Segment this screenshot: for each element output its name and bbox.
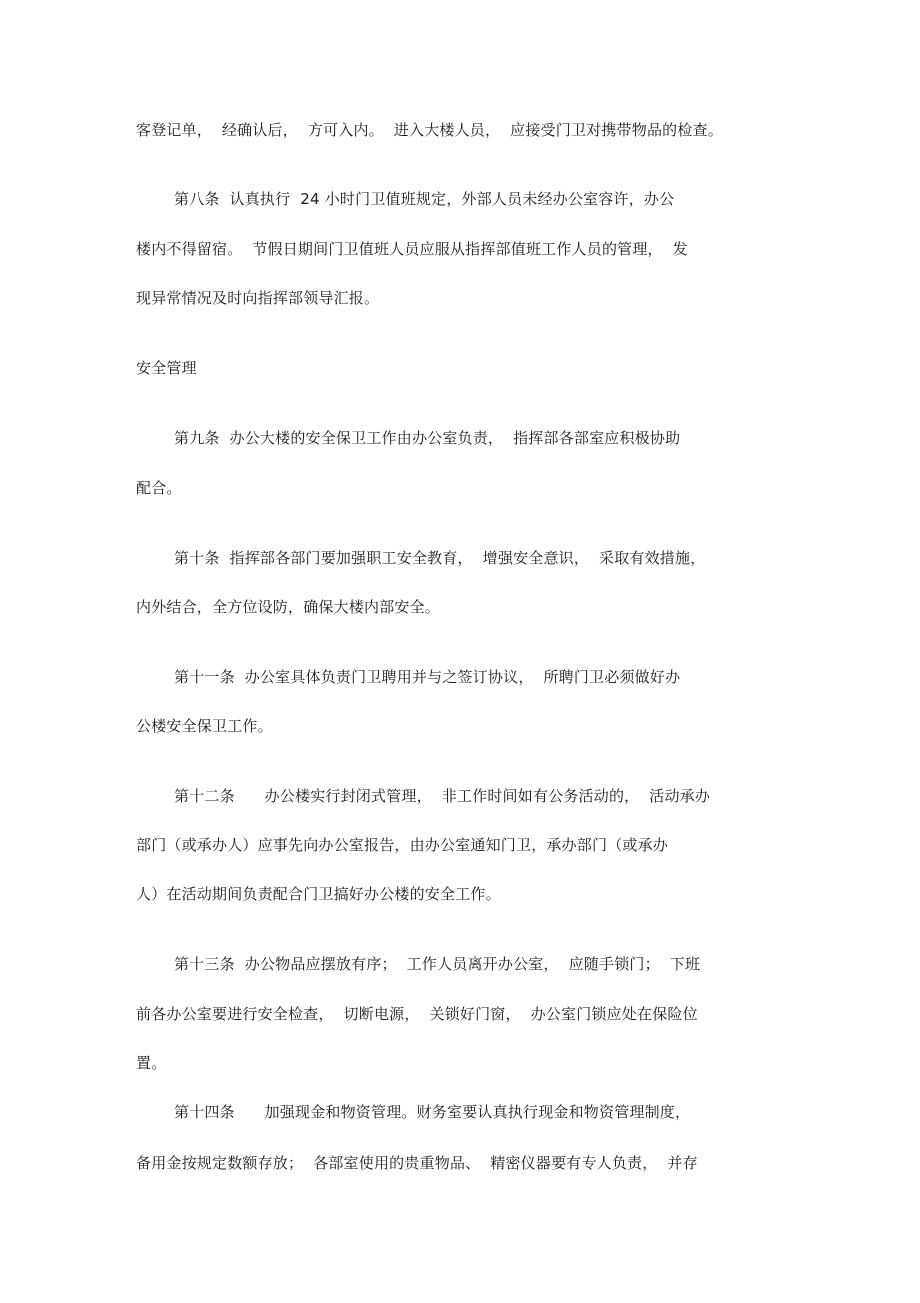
article-10-heading-line: 第十条 指挥部各部门要加强职工安全教育， 增强安全意识， 采取有效措施， — [174, 549, 706, 567]
text-line: 现异常情况及时向指挥部领导汇报。 — [136, 289, 380, 307]
section-title: 安全管理 — [136, 359, 197, 377]
text-line: 前各办公室要进行安全检查， 切断电源， 关锁好门窗， 办公室门锁应处在保险位 — [136, 1005, 698, 1023]
article-9-heading-line: 第九条 办公大楼的安全保卫工作由办公室负责， 指挥部各部室应积极协助 — [174, 429, 681, 447]
article-13-heading-line: 第十三条 办公物品应摆放有序； 工作人员离开办公室， 应随手锁门； 下班 — [174, 955, 701, 973]
text-line: 楼内不得留宿。 节假日期间门卫值班人员应服从指挥部值班工作人员的管理， 发 — [136, 240, 688, 258]
article-12-heading-line: 第十二条 办公楼实行封闭式管理， 非工作时间如有公务活动的， 活动承办 — [174, 787, 711, 805]
text-line: 备用金按规定数额存放； 各部室使用的贵重物品、 精密仪器要有专人负责， 并存 — [136, 1154, 698, 1172]
article-8-heading-line: 第八条 认真执行 24 小时门卫值班规定，外部人员未经办公室容许，办公 — [174, 190, 675, 208]
article-11-heading-line: 第十一条 办公室具体负责门卫聘用并与之签订协议， 所聘门卫必须做好办 — [174, 668, 681, 686]
text-line: 置。 — [136, 1054, 167, 1072]
text-line: 配合。 — [136, 479, 182, 497]
article-14-heading-line: 第十四条 加强现金和物资管理。财务室要认真执行现金和物资管理制度， — [174, 1103, 691, 1121]
text-line: 公楼安全保卫工作。 — [136, 717, 273, 735]
text-line: 人）在活动期间负责配合门卫搞好办公楼的安全工作。 — [136, 885, 501, 903]
text-line: 部门（或承办人）应事先向办公室报告，由办公室通知门卫，承办部门（或承办 — [136, 836, 669, 854]
text-line: 客登记单， 经确认后， 方可入内。 进入大楼人员， 应接受门卫对携带物品的检查。 — [136, 121, 723, 139]
text-line: 内外结合，全方位设防，确保大楼内部安全。 — [136, 598, 441, 616]
